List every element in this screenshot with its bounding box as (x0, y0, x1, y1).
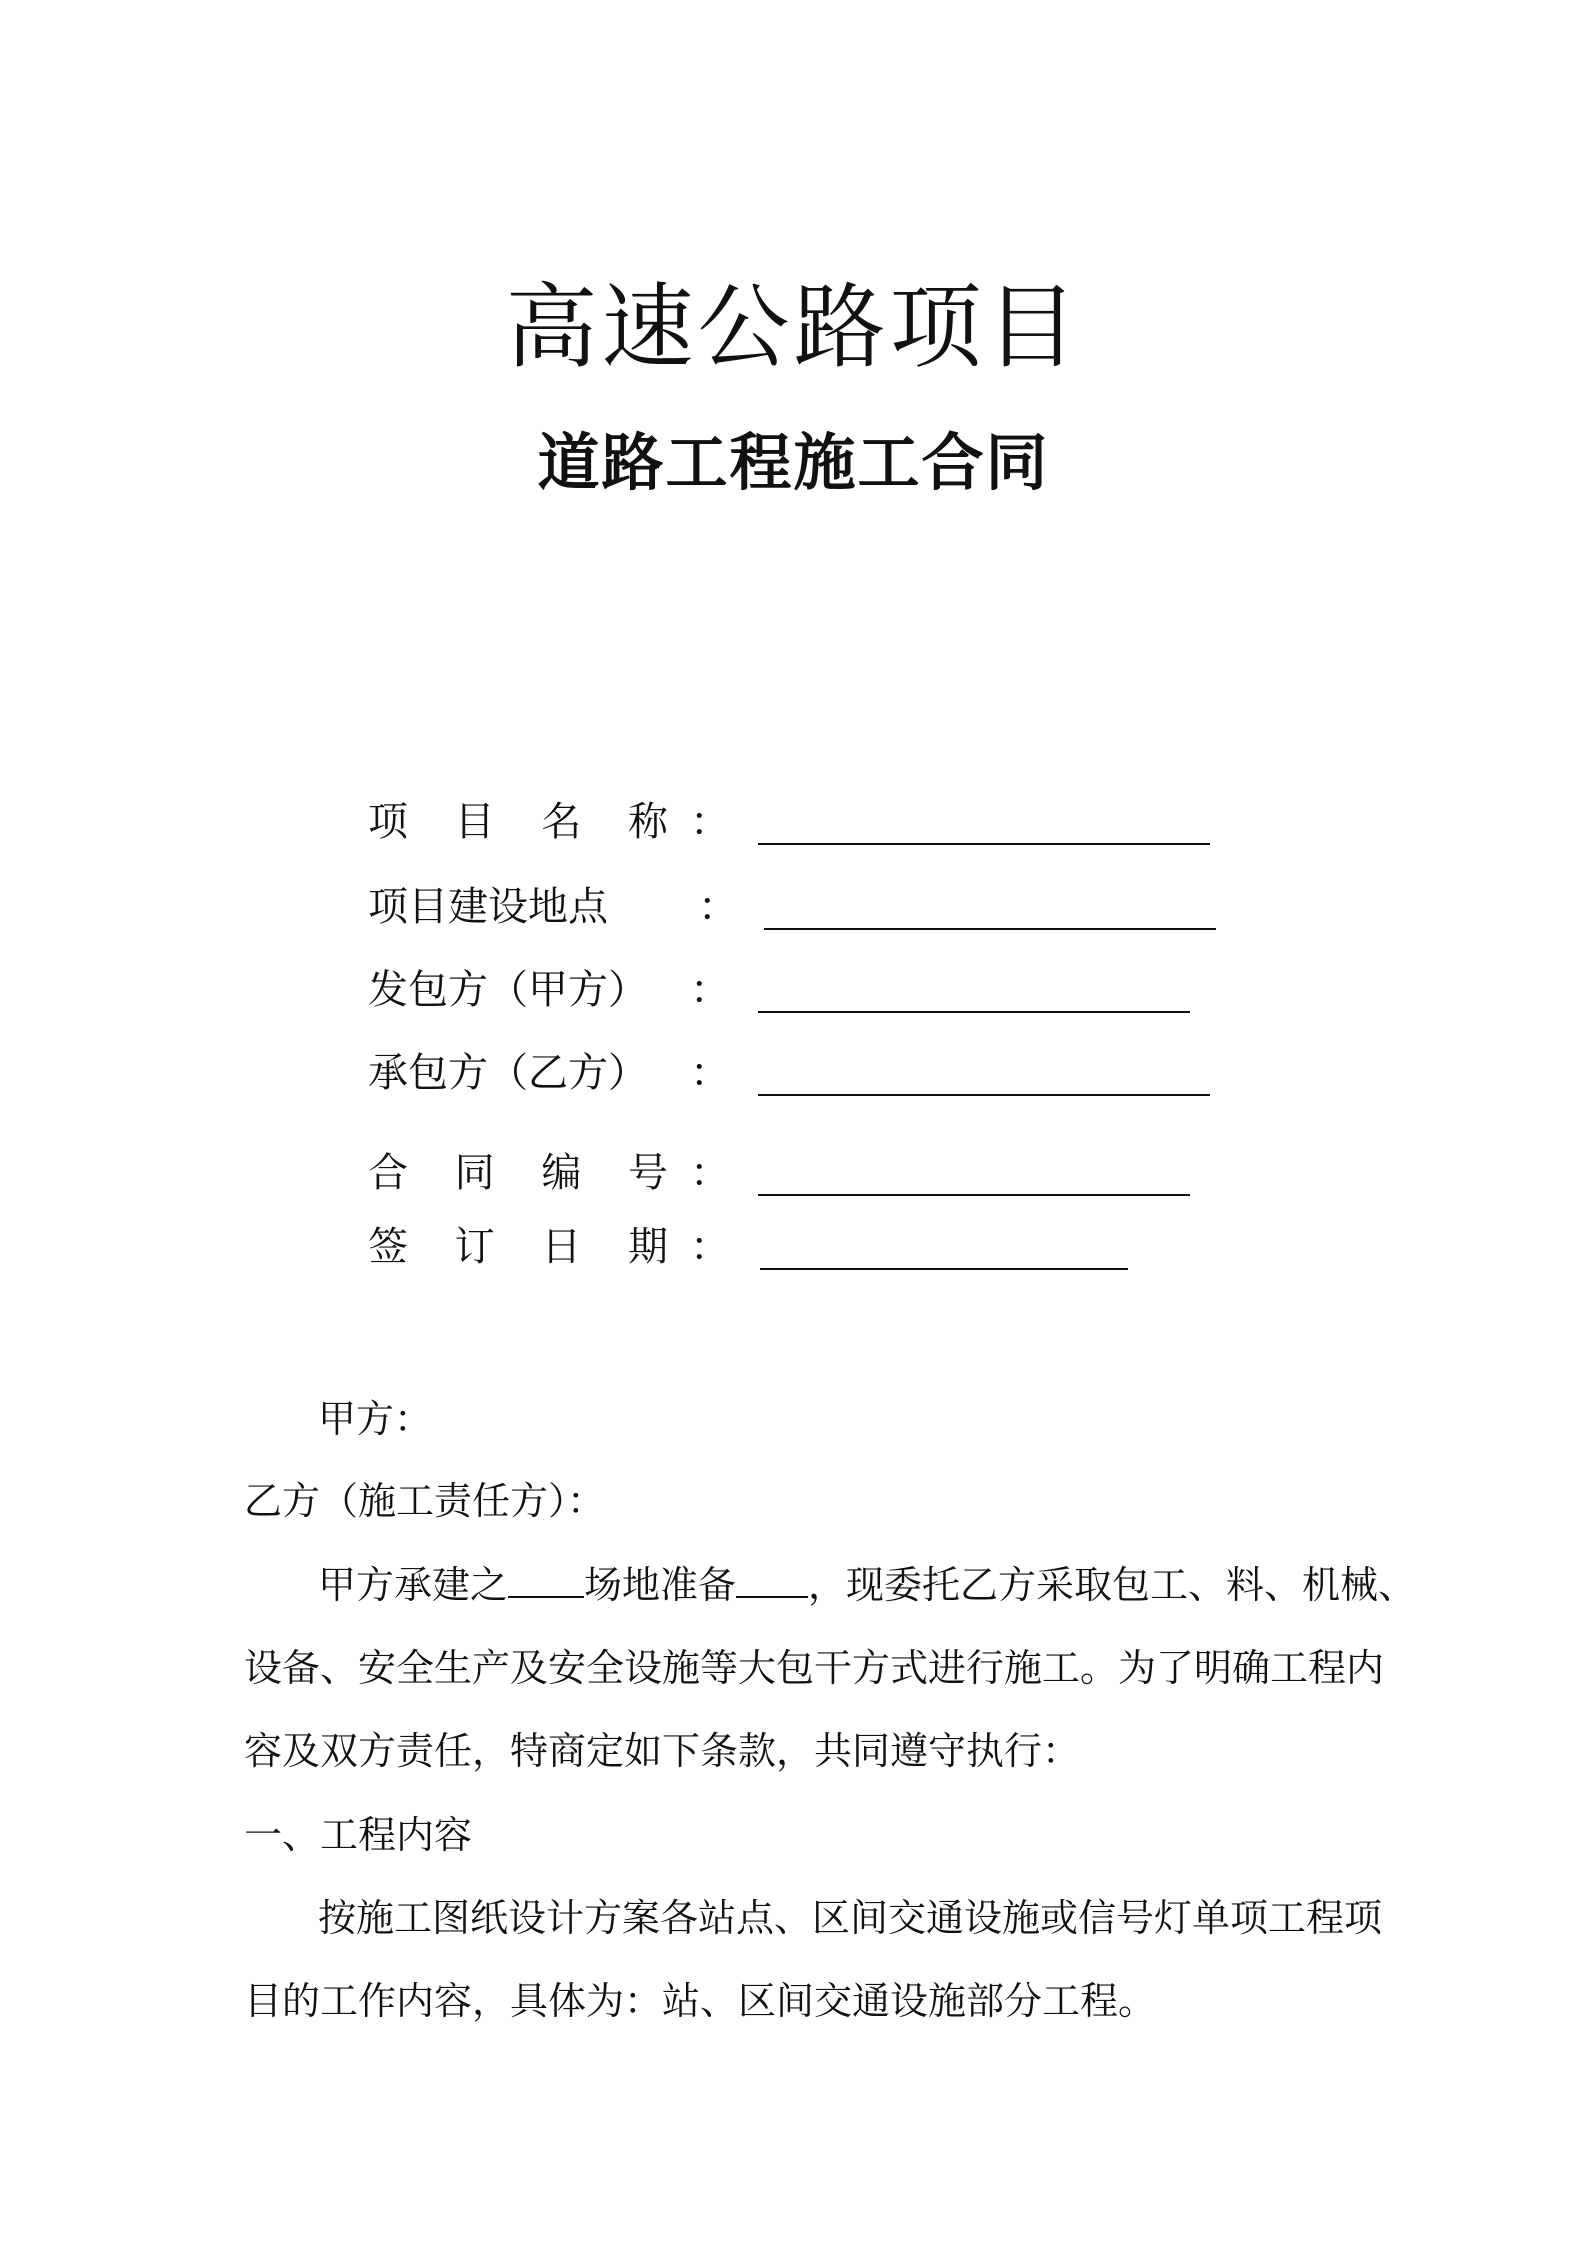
intro-blank-1[interactable] (508, 1562, 584, 1598)
section-heading-1: 一、工程内容 (244, 1813, 473, 1857)
intro-text: ，现委托乙方采取包工、料、机械、 (808, 1563, 1417, 1607)
field-label: 合 同 编 号 (368, 1150, 668, 1196)
field-label: 签 订 日 期 (368, 1224, 668, 1270)
field-blank-line[interactable] (764, 928, 1216, 930)
field-colon: ： (690, 1224, 730, 1270)
party-a-line: 甲方： (318, 1397, 433, 1441)
content-line-1: 按施工图纸设计方案各站点、区间交通设施或信号灯单项工程项 (318, 1896, 1383, 1940)
field-label: 项 目 名 称 (368, 799, 668, 845)
field-label: 承包方（乙方） (368, 1050, 648, 1096)
document-subtitle: 道路工程施工合同 (537, 426, 1050, 499)
intro-blank-2[interactable] (736, 1562, 808, 1598)
intro-blank-text: 场地准备 (584, 1563, 737, 1607)
field-colon: ： (698, 884, 738, 930)
intro-line-1 (318, 1560, 1416, 1610)
field-blank-line[interactable] (758, 843, 1210, 845)
field-blank-line[interactable] (758, 1011, 1190, 1013)
field-blank-line[interactable] (758, 1194, 1190, 1196)
content-line-2: 目的工作内容，具体为：站、区间交通设施部分工程。 (244, 1979, 1157, 2023)
field-blank-line[interactable] (760, 1268, 1128, 1270)
field-label: 项目建设地点 (368, 884, 608, 930)
intro-line-2: 设备、安全生产及安全设施等大包干方式进行施工。为了明确工程内 (244, 1646, 1385, 1690)
field-colon: ： (690, 1050, 730, 1096)
field-colon: ： (690, 799, 730, 845)
party-b-line: 乙方（施工责任方）： (244, 1479, 606, 1523)
field-blank-line[interactable] (758, 1094, 1210, 1096)
field-colon: ： (690, 1150, 730, 1196)
intro-line-3: 容及双方责任，特商定如下条款，共同遵守执行： (244, 1729, 1081, 1773)
field-label: 发包方（甲方） (368, 967, 648, 1013)
field-colon: ： (690, 967, 730, 1013)
document-title: 高速公路项目 (505, 274, 1082, 381)
intro-text: 甲方承建之 (318, 1563, 509, 1607)
